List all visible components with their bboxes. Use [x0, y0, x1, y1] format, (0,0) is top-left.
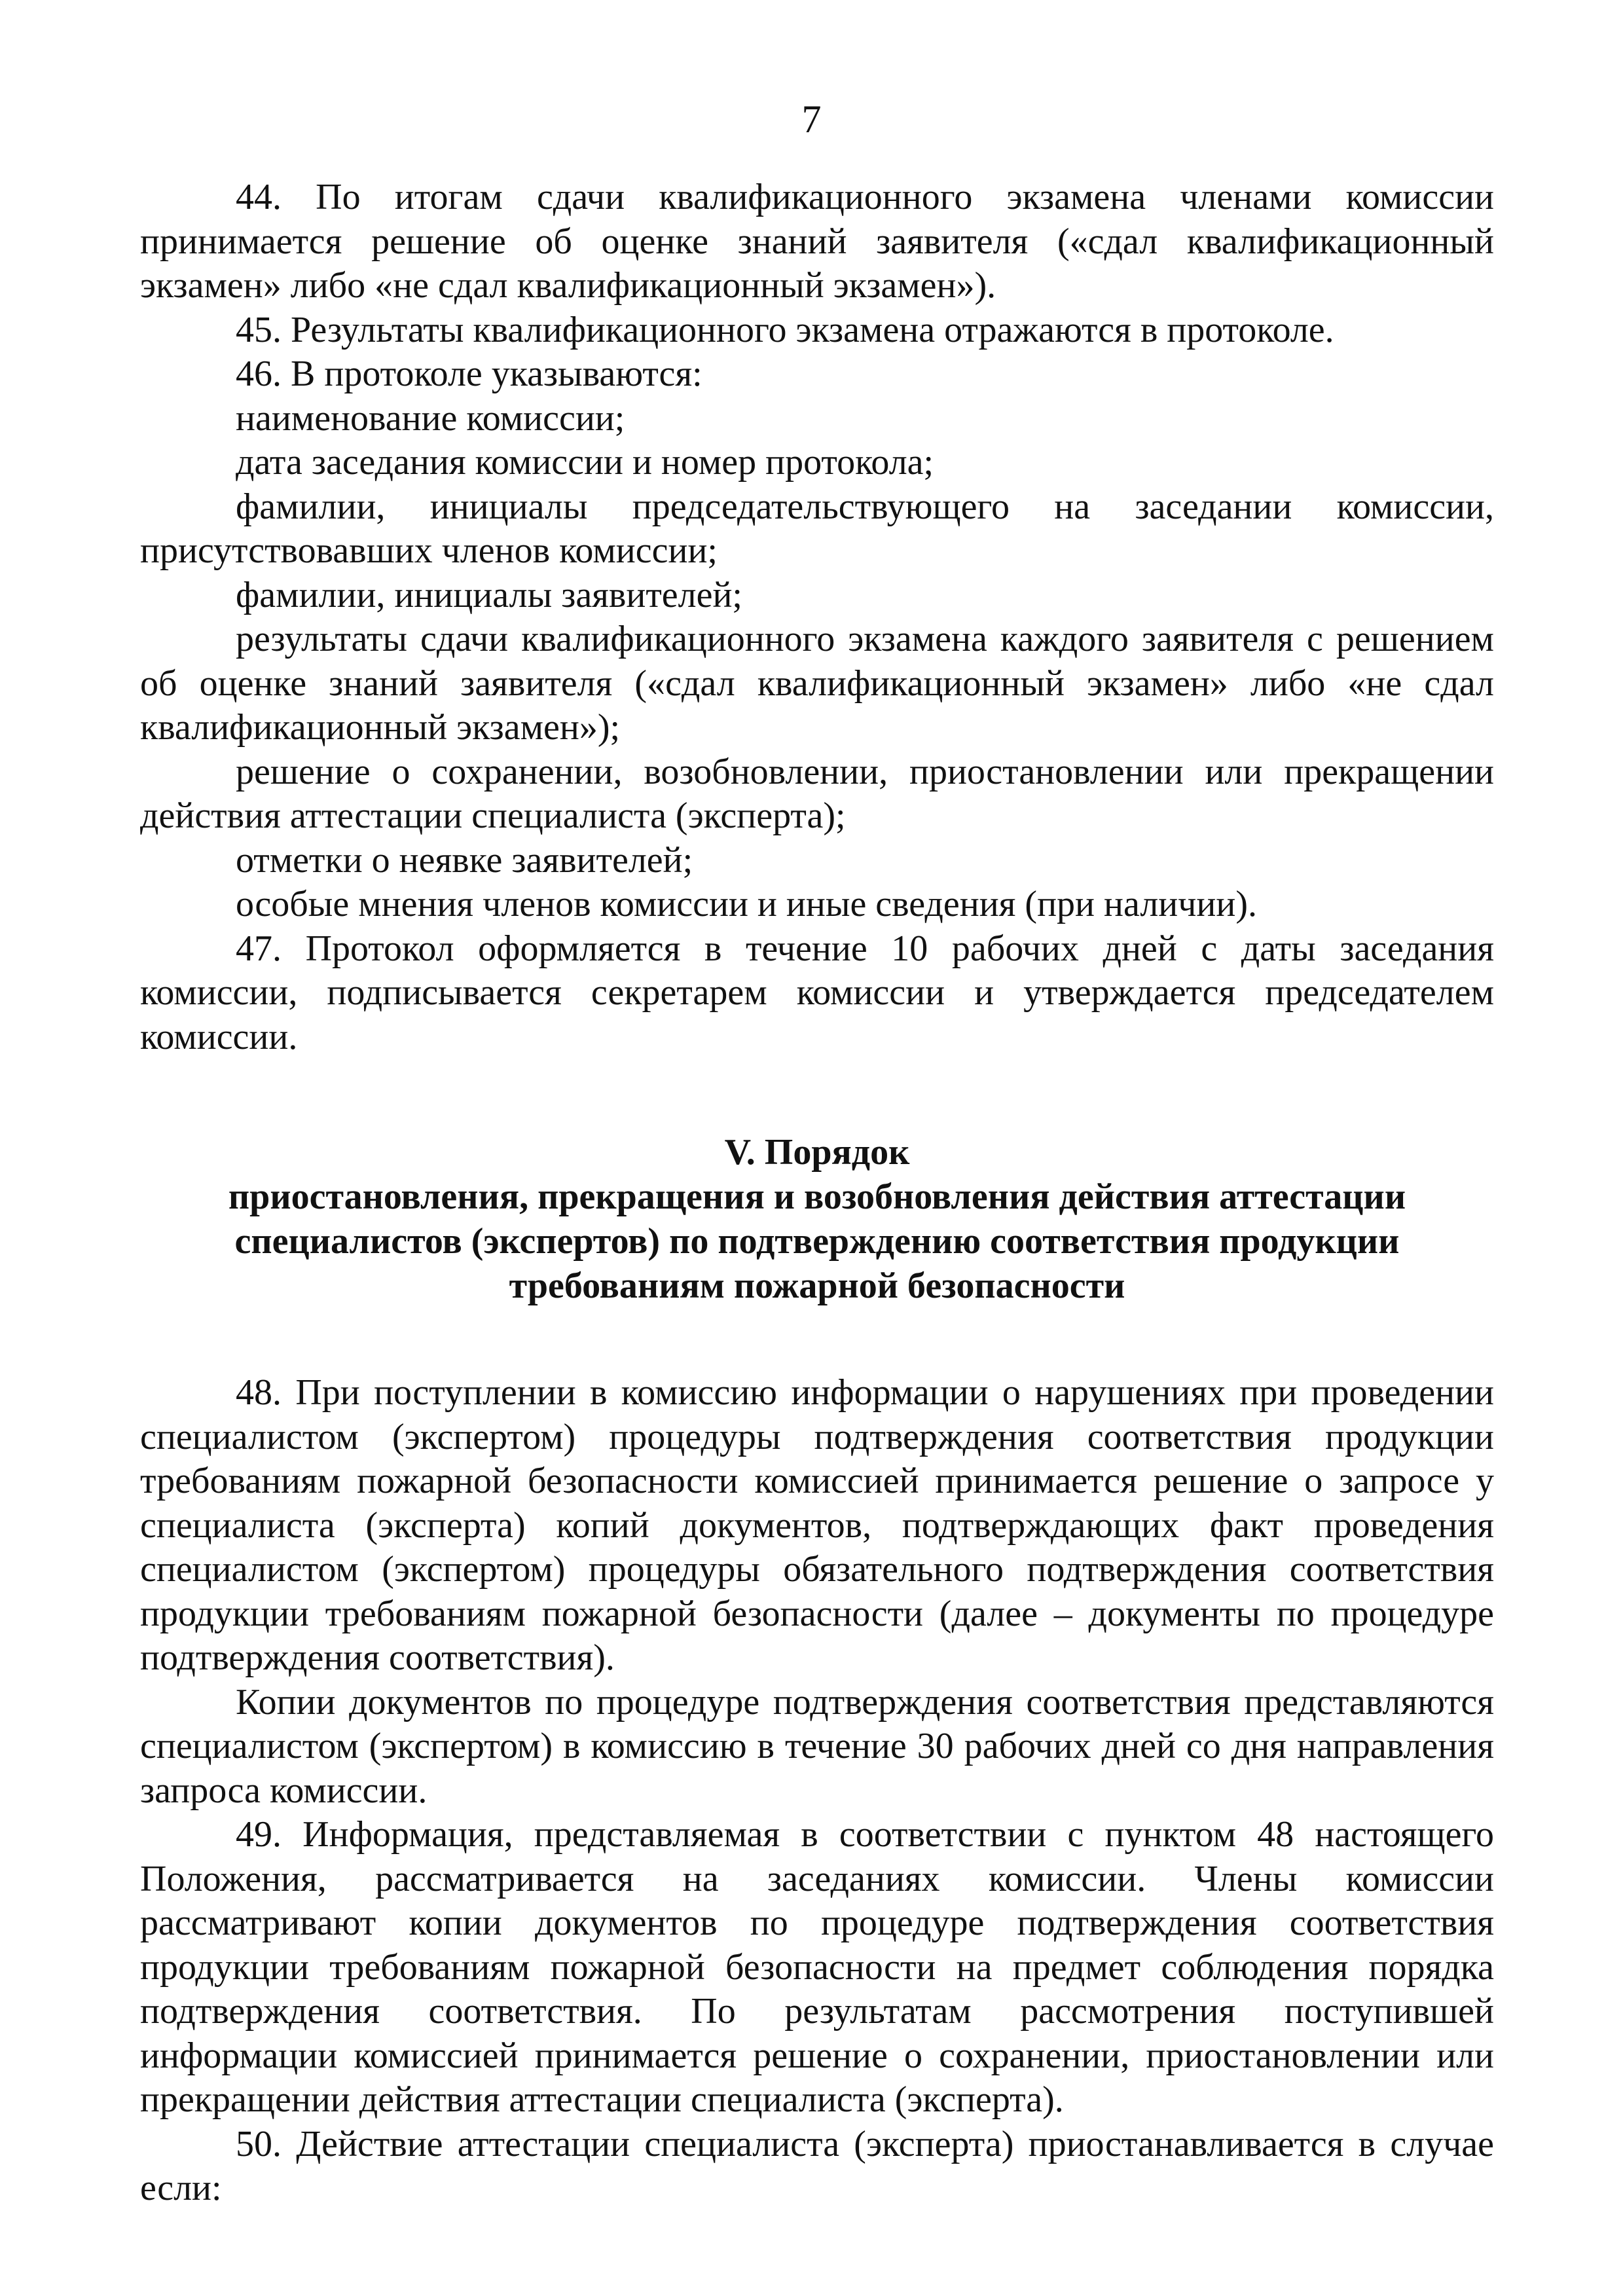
paragraph-50: 50. Действие аттестации специалиста (эксперта) приостанавливается в случае если:: [140, 2123, 1494, 2208]
list-item-no-show: отметки о неявке заявителей;: [236, 839, 693, 881]
paragraph-44: 44. По итогам сдачи квалификационного экзамена членами комиссии принимается решение об оценке знаний заявителя («сдал квалификационный экзамен» либо «не сдал квалификационный экзамен»).: [140, 177, 1494, 306]
paragraph-48-copies: Копии документов по процедуре подтверждения соответствия представляются специалистом (экспертом) в комиссию в течение 30 рабочих дней со дня направления запроса комиссии.: [140, 1681, 1494, 1811]
paragraph-46: 46. В протоколе указываются:: [236, 354, 702, 394]
list-item-special-opinions: особые мнения членов комиссии и иные сведения (при наличии).: [236, 884, 1257, 924]
list-item-chair-members: фамилии, инициалы председательствующего на заседании комиссии, присутствовавших членов комиссии;: [140, 486, 1494, 571]
paragraph-45: 45. Результаты квалификационного экзамена отражаются в протоколе.: [236, 309, 1334, 350]
paragraph-49: 49. Информация, представляемая в соответствии с пунктом 48 настоящего Положения, рассматривается на заседаниях комиссии. Члены комиссии рассматривают копии документов по процедуре подтверждения соответствия продукции требованиям пожарной безопасности на предмет соблюдения порядка подтверждения соответствия. По результатам рассмотрения поступившей информации комиссией принимается решение о сохранении, приостановлении или прекращении действия аттестации специалиста (эксперта).: [140, 1814, 1494, 2120]
list-item-exam-results: результаты сдачи квалификационного экзамена каждого заявителя с решением об оценке знаний заявителя («сдал квалификационный экзамен» либо «не сдал квалификационный экзамен»);: [140, 619, 1494, 748]
section-title: V. Порядок: [724, 1132, 910, 1173]
page-number: 7: [801, 98, 822, 141]
paragraph-47: 47. Протокол оформляется в течение 10 рабочих дней с даты заседания комиссии, подписывается секретарем комиссии и утверждается председателем комиссии.: [140, 928, 1494, 1057]
list-item-applicants: фамилии, инициалы заявителей;: [236, 574, 742, 615]
section-heading: [140, 1130, 1494, 1308]
section-subtitle-line: требованиям пожарной безопасности: [509, 1266, 1125, 1306]
document-body: [140, 175, 1494, 2211]
section-subtitle-line: специалистов (экспертов) по подтверждению соответствия продукции: [234, 1221, 1400, 1262]
list-item-commission-name: наименование комиссии;: [236, 397, 625, 439]
paragraph-48: 48. При поступлении в комиссию информации о нарушениях при проведении специалистом (экспертом) процедуры подтверждения соответствия продукции требованиям пожарной безопасности комиссией принимается решение о запросе у специалиста (эксперта) копий документов, подтверждающих факт проведения специалистом (экспертом) процедуры обязательного подтверждения соответствия продукции требованиям пожарной безопасности (далее – документы по процедуре подтверждения соответствия).: [140, 1372, 1494, 1678]
section-subtitle-line: приостановления, прекращения и возобновления действия аттестации: [228, 1176, 1406, 1217]
list-item-attestation-decision: решение о сохранении, возобновлении, приостановлении или прекращении действия аттестации специалиста (эксперта);: [140, 751, 1494, 836]
list-item-meeting-date: дата заседания комиссии и номер протокола;: [236, 442, 934, 483]
